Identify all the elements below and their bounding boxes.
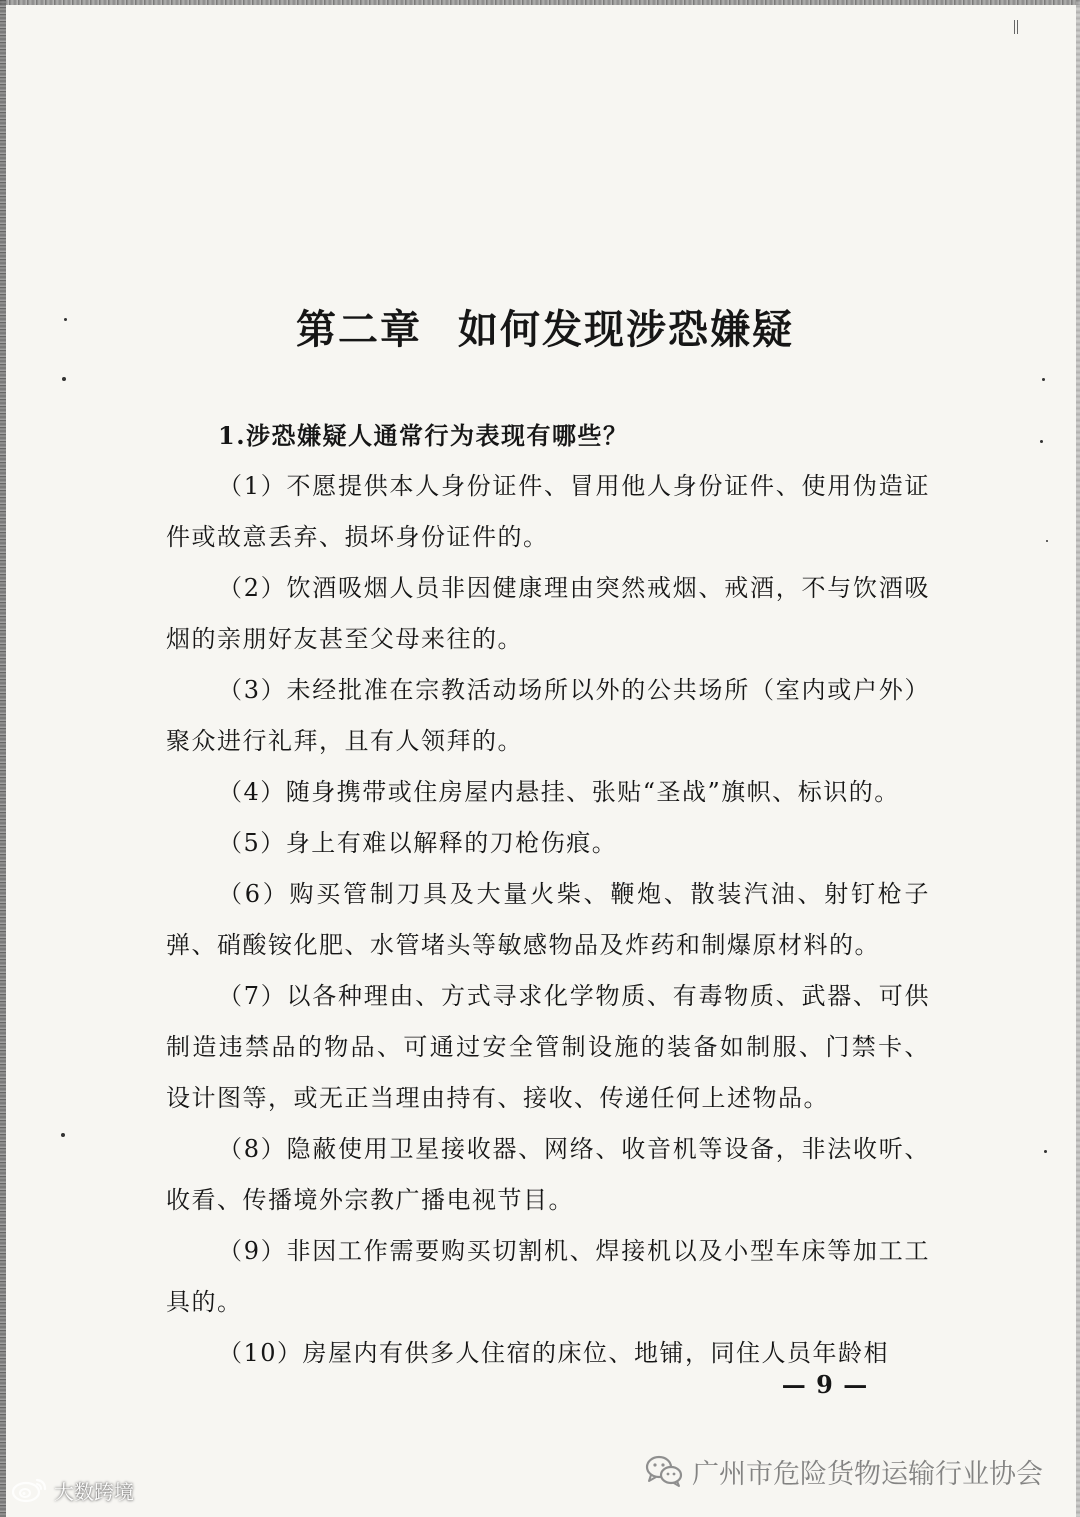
list-item: （4）随身携带或住房屋内悬挂、张贴“圣战”旗帜、标识的。	[218, 778, 900, 806]
scan-speck	[1040, 440, 1043, 443]
weibo-logo-icon	[10, 1475, 50, 1505]
watermark-right-text: 广州市危险货物运输行业协会	[692, 1458, 1043, 1490]
scan-speck	[1042, 378, 1045, 381]
list-item: （1）不愿提供本人身份证件、冒用他人身份证件、使用伪造证件或故意丢弃、损坏身份证件的。	[166, 472, 930, 551]
scan-edge-top	[0, 0, 1080, 5]
scan-edge-right	[1076, 0, 1080, 1517]
chapter-heading: 如何发现涉恐嫌疑	[458, 306, 794, 353]
scan-corner-mark	[1014, 20, 1018, 34]
list-item: （8）隐蔽使用卫星接收器、网络、收音机等设备，非法收听、收看、传播境外宗教广播电视节目。	[166, 1135, 930, 1214]
list-item: （5）身上有难以解释的刀枪伤痕。	[218, 829, 618, 857]
scan-speck	[1044, 1150, 1047, 1153]
wechat-logo-icon	[644, 1454, 684, 1488]
page-number: — 9 —	[781, 1370, 869, 1399]
scan-speck	[61, 1133, 65, 1137]
scan-speck	[62, 377, 66, 381]
list-item: （6）购买管制刀具及大量火柴、鞭炮、散装汽油、射钉枪子弹、硝酸铵化肥、水管堵头等敏感物品及炸药和制爆原材料的。	[166, 880, 930, 959]
watermark-right	[644, 1448, 1043, 1494]
scan-speck	[1046, 540, 1048, 542]
chapter-number: 第二章	[296, 306, 422, 353]
body-text	[166, 410, 930, 1379]
list-item: （3）未经批准在宗教活动场所以外的公共场所（室内或户外）聚众进行礼拜，且有人领拜的。	[166, 676, 930, 755]
list-item: （7）以各种理由、方式寻求化学物质、有毒物质、武器、可供制造违禁品的物品、可通过安全管制设施的装备如制服、门禁卡、设计图等，或无正当理由持有、接收、传递任何上述物品。	[166, 982, 930, 1112]
watermark-left	[10, 1470, 134, 1510]
list-item: （9）非因工作需要购买切割机、焊接机以及小型车床等加工工具的。	[166, 1237, 930, 1316]
question-heading: 1.涉恐嫌疑人通常行为表现有哪些？	[218, 421, 629, 450]
watermark-left-text: 大数跨境	[54, 1479, 134, 1504]
scan-edge-left	[0, 0, 6, 1517]
chapter-title	[0, 302, 1080, 358]
list-item: （10）房屋内有供多人住宿的床位、地铺，同住人员年龄相	[218, 1339, 890, 1367]
list-item: （2）饮酒吸烟人员非因健康理由突然戒烟、戒酒，不与饮酒吸烟的亲朋好友甚至父母来往的。	[166, 574, 930, 653]
